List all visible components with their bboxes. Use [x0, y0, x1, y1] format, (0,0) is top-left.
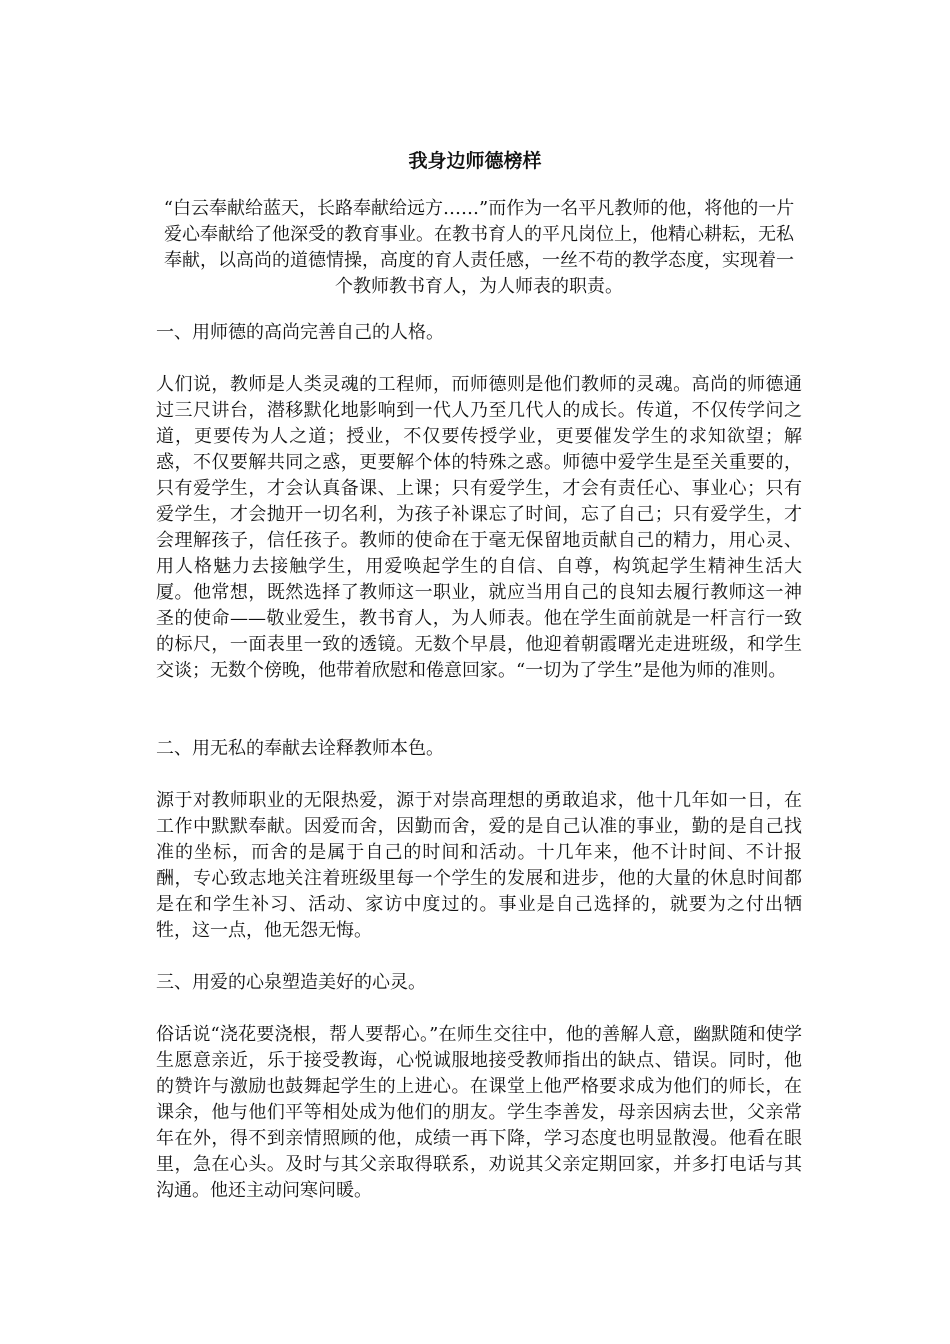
section-1-heading: 一、用师德的高尚完善自己的人格。 [156, 322, 444, 343]
section-1-body: 人们说，教师是人类灵魂的工程师，而师德则是他们教师的灵魂。高尚的师德通过三尺讲台，潜移默化地影响到一代人乃至几代人的成长。传道，不仅传学问之道，更要传为人之道；授业，不仅要传授学业，更要催发学生的求知欲望；解惑，不仅要解共同之惑，更要解个体的特殊之惑。师德中爱学生是至关重要的，只有爱学生，才会认真备课、上课；只有爱学生，才会有责任心、事业心；只有爱学生，才会抛开一切名利，为孩子补课忘了时间，忘了自己；只有爱学生，才会理解孩子，信任孩子。教师的使命在于毫无保留地贡献自己的精力，用心灵、用人格魅力去接触学生，用爱唤起学生的自信、自尊，构筑起学生精神生活大厦。他常想，既然选择了教师这一职业，就应当用自己的良知去履行教师这一神圣的使命——敬业爱生，教书育人，为人师表。他在学生面前就是一杆言行一致的标尺，一面表里一致的透镜。无数个早晨，他迎着朝霞曙光走进班级，和学生交谈；无数个傍晚，他带着欣慰和倦意回家。“一切为了学生”是他为师的准则。 [156, 374, 802, 681]
section-2-heading: 二、用无私的奉献去诠释教师本色。 [156, 738, 444, 759]
document-title: 我身边师德榜样 [408, 150, 542, 172]
section-3-body: 俗话说“浇花要浇根，帮人要帮心。”在师生交往中，他的善解人意，幽默随和使学生愿意亲近，乐于接受教诲，心悦诚服地接受教师指出的缺点、错误。同时，他的赞许与激励也鼓舞起学生的上进心。在课堂上他严格要求成为他们的师长，在课余，他与他们平等相处成为他们的朋友。学生李善发，母亲因病去世，父亲常年在外，得不到亲情照顾的他，成绩一再下降，学习态度也明显散漫。他看在眼里，急在心头。及时与其父亲取得联系，劝说其父亲定期回家，并多打电话与其沟通。他还主动问寒问暖。 [156, 1024, 802, 1201]
section-2-body: 源于对教师职业的无限热爱，源于对崇高理想的勇敢追求，他十几年如一日，在工作中默默奉献。因爱而舍，因勤而舍，爱的是自己认准的事业，勤的是自己找准的坐标，而舍的是属于自己的时间和活动。十几年来，他不计时间、不计报酬，专心致志地关注着班级里每一个学生的发展和进步，他的大量的休息时间都是在和学生补习、活动、家访中度过的。事业是自己选择的，就要为之付出牺牲，这一点，他无怨无悔。 [156, 790, 802, 941]
intro-paragraph: “白云奉献给蓝天，长路奉献给远方……”而作为一名平凡教师的他，将他的一片爱心奉献给了他深受的教育事业。在教书育人的平凡岗位上，他精心耕耘，无私奉献，以高尚的道德情操，高度的育人责任感，一丝不苟的教学态度，实现着一个教师教书育人，为人师表的职责。 [163, 198, 795, 297]
section-3-heading: 三、用爱的心泉塑造美好的心灵。 [156, 972, 426, 993]
